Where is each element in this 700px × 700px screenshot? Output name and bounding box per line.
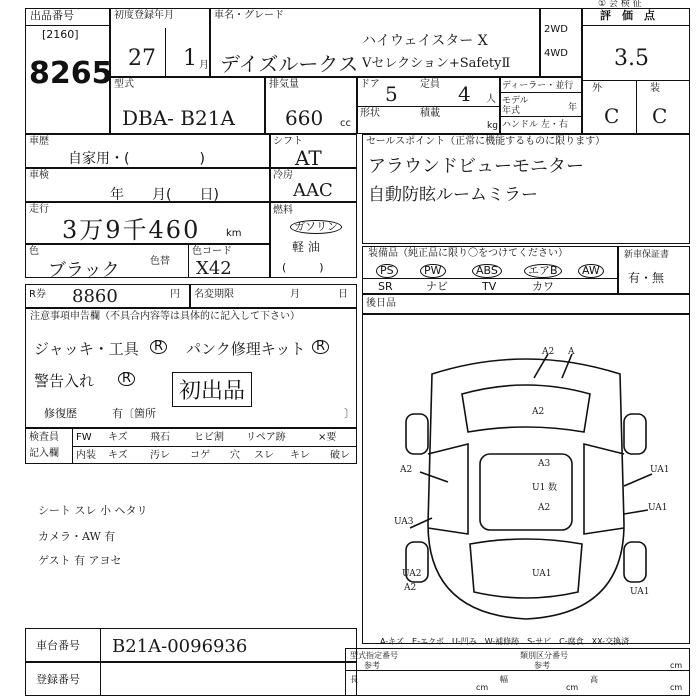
notes-line1a: ジャッキ・工具 <box>34 340 139 358</box>
drive-4wd: 4WD <box>544 48 568 59</box>
handle-label: ハンドル 左・右 <box>502 120 568 130</box>
inspector-row2-item-2: 汚レ <box>150 450 170 461</box>
lot-number: 8265 <box>29 56 113 91</box>
drive-box <box>540 8 582 77</box>
footer-divider <box>345 670 690 671</box>
door-label: ドア <box>360 79 380 90</box>
footer-category: 類別区分番号 <box>520 651 568 660</box>
mark-4: A3 <box>538 459 551 469</box>
notes-stamp: 初出品 <box>172 372 252 407</box>
lot-sub: [2160] <box>42 28 79 41</box>
footer-cm2: cm <box>566 683 579 692</box>
rear-label: 後日品 <box>366 298 396 309</box>
leader-line <box>624 510 648 514</box>
score-divider <box>582 25 690 26</box>
inspector-divider2 <box>72 446 357 447</box>
inspector-row2-item-4: 穴 <box>230 450 240 461</box>
capacity-label: 定員 <box>420 79 440 90</box>
fuel-selected: ガソリン <box>290 220 342 234</box>
car-outline <box>428 359 624 619</box>
wheel-fr <box>624 414 646 454</box>
chassis-divider <box>100 628 101 662</box>
shift-label: シフト <box>273 136 303 147</box>
mark-3: A2 <box>532 407 545 417</box>
grade-line2: Vセレクション+SafetyⅡ <box>362 56 511 71</box>
chassis-label: 車台番号 <box>36 639 80 652</box>
equip-tv: TV <box>482 280 497 293</box>
model-year-label: モデル年式 <box>502 96 529 116</box>
door-left <box>428 444 468 534</box>
repair-close: 〕 <box>344 407 355 420</box>
car-name: デイズルークス <box>220 52 359 76</box>
equip-divider <box>362 278 618 279</box>
door-value: 5 <box>385 82 398 106</box>
ac-label: 冷房 <box>273 170 293 181</box>
mark-7: UA1 <box>650 465 670 475</box>
dealer-divider2 <box>500 116 582 117</box>
mark-2: A <box>568 347 575 357</box>
month-unit: 月 <box>199 60 209 71</box>
color-value: ブラック <box>48 260 120 281</box>
interior-label: 装 <box>650 83 660 94</box>
fuel-blank: ( ) <box>282 261 324 274</box>
wheel-fl <box>406 414 428 454</box>
equip-leather: カワ <box>532 280 554 293</box>
capacity-unit: 人 <box>486 94 496 105</box>
notes-line1a-mark: R <box>150 340 167 354</box>
displacement-value: 660 <box>285 106 324 130</box>
sales-points-line2: 自動防眩ルームミラー <box>368 185 538 205</box>
warranty-label: 新車保証書 <box>624 250 670 260</box>
equip-abs: ABS <box>472 264 502 278</box>
notes-line2a: 警告入れ <box>34 372 95 390</box>
mark-14: UA1 <box>630 587 650 597</box>
equip-ps: PS <box>376 264 398 278</box>
displacement-label: 排気量 <box>269 79 299 90</box>
model-year-unit: 年 <box>568 103 578 113</box>
footer-cm3: cm <box>670 683 683 692</box>
door-right <box>584 444 624 534</box>
ac-value: AAC <box>293 180 333 201</box>
score-value: 3.5 <box>614 46 649 71</box>
first-reg-divider <box>165 28 166 76</box>
recycle-unit: 円 <box>170 289 180 300</box>
inspector-row1-tag: FW <box>76 432 92 443</box>
door-divider <box>357 106 500 107</box>
sales-points-line1: アラウンドビューモニター <box>368 156 584 177</box>
equip-sr: SR <box>378 280 393 293</box>
color-code-value: X42 <box>196 258 232 279</box>
load-label: 積載 <box>420 108 440 119</box>
footer-height: 高 <box>590 675 598 684</box>
car-diagram <box>362 314 690 634</box>
capacity-value: 4 <box>458 82 471 106</box>
lot-label: 出品番号 <box>30 9 74 22</box>
color-code-label: 色コード <box>192 246 232 257</box>
history-label: 車歴 <box>29 136 49 147</box>
equip-pw: PW <box>420 264 446 278</box>
name-change-label: 名変期限 <box>194 289 234 300</box>
inspector-row1-item-2: 飛石 <box>150 432 170 443</box>
inspection-value: 年 月( 日) <box>110 187 219 203</box>
exterior-value: C <box>604 104 620 128</box>
model-label: 型式 <box>114 79 134 90</box>
leader-line <box>562 354 572 378</box>
mark-5: U1 数 <box>532 483 558 493</box>
car-roof <box>480 454 572 530</box>
footer-cm1: cm <box>476 683 489 692</box>
inspector-label2: 記入欄 <box>29 448 59 459</box>
name-label: 車名・グレード <box>214 10 284 21</box>
drive-2wd: 2WD <box>544 24 568 35</box>
equip-airbag: エアB <box>524 264 562 278</box>
mark-6: A2 <box>538 503 551 513</box>
recycle-label: R券 <box>29 289 46 300</box>
equip-navi: ナビ <box>426 280 448 293</box>
grade-line1: ハイウェイスター X <box>362 33 488 49</box>
name-change-month: 月 <box>290 289 300 300</box>
equip-aw: AW <box>578 264 604 278</box>
first-reg-month: 1 <box>183 46 197 71</box>
footer-width: 幅 <box>500 675 508 684</box>
color-divider <box>188 244 189 278</box>
inspector-row1-item-4: リペア跡 <box>246 432 286 443</box>
reg-divider <box>100 662 101 696</box>
leader-line <box>420 472 448 482</box>
mark-13: A2 <box>404 583 417 593</box>
reg-label: 登録番号 <box>36 673 80 686</box>
color-swap-label: 色替 <box>150 256 170 267</box>
sales-points-label: セールスポイント（正常に機能するものに限ります） <box>366 136 606 147</box>
car-hood <box>462 385 590 432</box>
inspector-label1: 検査員 <box>29 432 59 443</box>
repair-label: 修復歴 <box>44 407 77 420</box>
top-right-text: ① 会 検 征 <box>598 0 642 9</box>
fuel-other: 軽 油 <box>292 240 320 254</box>
mark-10: UA3 <box>394 517 414 527</box>
mileage-unit: km <box>226 228 242 239</box>
dealer-divider <box>500 92 582 93</box>
inspector-row2-item-1: キズ <box>108 450 128 461</box>
history-value: 自家用・( ) <box>68 151 205 167</box>
comment-line3: ゲスト 有 アヨセ <box>38 554 122 567</box>
leader-line <box>624 474 652 486</box>
inspector-row2-item-6: キレ <box>290 450 310 461</box>
chassis-value: B21A-0096936 <box>112 636 248 657</box>
footer-length: 長 <box>350 675 358 684</box>
rear-box <box>362 294 690 314</box>
comment-line2: カメラ・AW 有 <box>38 530 116 543</box>
notes-line1b: パンク修理キット <box>186 340 306 358</box>
shift-value: AT <box>295 146 322 170</box>
inspector-row1-item-5: ×要 <box>318 432 337 443</box>
mileage-value: 3万9千460 <box>62 216 201 244</box>
mark-1: A2 <box>542 347 555 357</box>
name-change-day: 日 <box>338 289 348 300</box>
shape-label: 形状 <box>360 108 380 119</box>
load-unit: kg <box>487 121 498 131</box>
inspector-row2-tag: 内装 <box>76 450 96 461</box>
inspector-row2-item-7: 破レ <box>330 450 350 461</box>
inspector-row2-item-3: コゲ <box>190 450 210 461</box>
notes-label: 注意事項申告欄（不具合内容等は具体的に記入して下さい） <box>30 311 300 322</box>
inspection-label: 車検 <box>29 170 49 181</box>
recycle-value: 8860 <box>72 286 118 307</box>
inspector-row2-item-5: スレ <box>254 450 274 461</box>
mark-8: UA1 <box>648 503 668 513</box>
mark-11: UA2 <box>402 569 422 579</box>
score-label: 評 価 点 <box>600 9 655 22</box>
lot-divider <box>25 25 110 26</box>
warranty-value: 有・無 <box>628 271 665 285</box>
leader-line <box>534 354 548 378</box>
car-rear <box>470 539 582 598</box>
mark-12: UA1 <box>532 569 552 579</box>
first-reg-year: 27 <box>128 46 156 71</box>
displacement-unit: cc <box>340 118 351 129</box>
notes-line2a-mark: R <box>118 372 135 386</box>
score-split <box>636 80 637 134</box>
diagram-legend: A-キズ E-エクボ U-凹み W-補修跡 S-サビ C-腐食 XX-交換済 <box>380 637 630 646</box>
wheel-rr <box>624 542 646 582</box>
exterior-label: 外 <box>592 83 602 94</box>
dealer-label: ディーラー・並行 <box>502 81 574 91</box>
interior-value: C <box>652 104 668 128</box>
mark-9: A2 <box>400 465 413 475</box>
mileage-label: 走行 <box>29 204 49 215</box>
notes-line1b-mark: R <box>312 340 329 354</box>
repair-value: 有〔箇所 <box>112 407 156 420</box>
equipment-label: 装備品（純正品に限り〇をつけてください） <box>368 248 568 259</box>
comment-line1: シート スレ 小 ヘタリ <box>38 504 148 517</box>
footer-ref2: 参考 <box>534 661 550 670</box>
inspector-row1-item-3: ヒビ割 <box>194 432 224 443</box>
inspector-row1-item-1: キズ <box>108 432 128 443</box>
fuel-label: 燃料 <box>273 205 293 216</box>
footer-ref1: 参考 <box>364 661 380 670</box>
footer-model-designation: 型式指定番号 <box>350 651 398 660</box>
footer-cm4: cm <box>670 661 683 670</box>
first-reg-label: 初度登録年月 <box>114 10 174 21</box>
model-value: DBA- B21A <box>122 106 235 130</box>
color-label: 色 <box>29 246 39 257</box>
